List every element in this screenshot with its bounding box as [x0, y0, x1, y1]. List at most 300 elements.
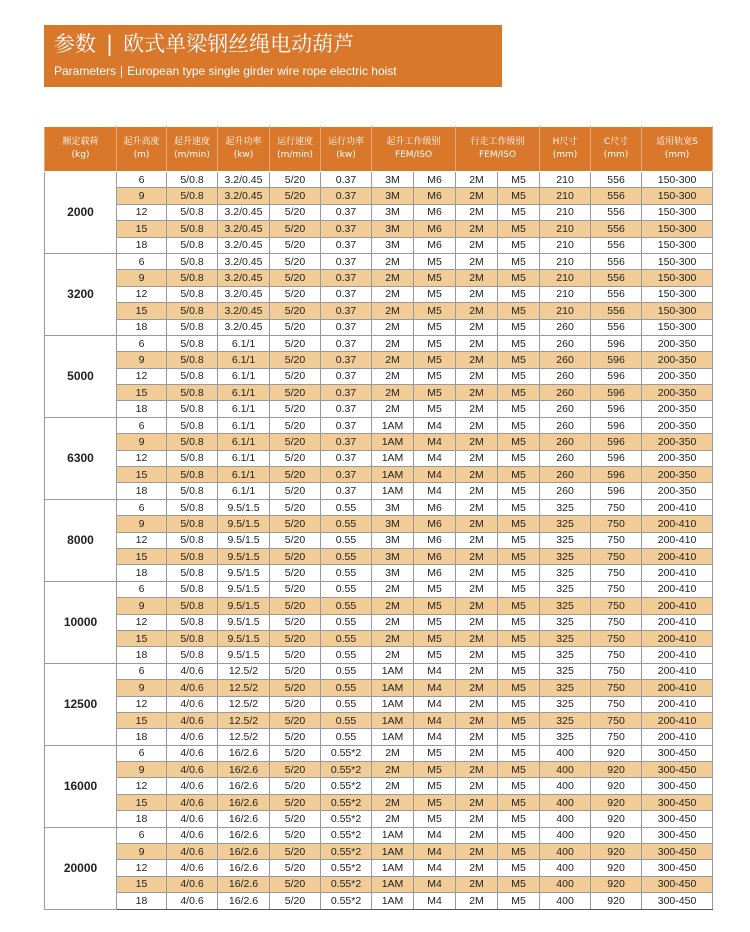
table-cell: 5/0.8 [167, 483, 218, 499]
table-cell: 6.1/1 [218, 401, 270, 417]
table-cell: 5/20 [270, 598, 321, 614]
table-row [45, 286, 713, 302]
table-row [45, 794, 713, 810]
table-cell: 0.55*2 [321, 876, 372, 892]
table-cell: M6 [414, 548, 456, 564]
table-cell: 2M [456, 876, 498, 892]
table-cell: 6.1/1 [218, 434, 270, 450]
table-cell: 12.5/2 [218, 712, 270, 728]
table-cell: 5/20 [270, 450, 321, 466]
rated-load-cell: 2000 [45, 172, 117, 254]
table-cell: 0.55 [321, 548, 372, 564]
table-cell: 2M [456, 270, 498, 286]
rated-load-cell: 12500 [45, 663, 117, 745]
table-cell: 5/20 [270, 745, 321, 761]
title-cn-line [54, 31, 354, 57]
table-cell: 4/0.6 [167, 811, 218, 827]
table-cell: 2M [372, 401, 414, 417]
table-cell: 5/0.8 [167, 352, 218, 368]
table-cell: 12.5/2 [218, 663, 270, 679]
table-cell: 325 [540, 598, 591, 614]
table-cell: 1AM [372, 417, 414, 433]
table-cell: M5 [498, 303, 540, 319]
table-cell: 2M [456, 745, 498, 761]
table-cell: 3M [372, 499, 414, 515]
table-cell: 750 [591, 729, 642, 745]
table-cell: 400 [540, 827, 591, 843]
table-cell: 0.55 [321, 729, 372, 745]
table-cell: 150-300 [642, 204, 713, 220]
column-header-line: 额定载荷 [62, 137, 99, 147]
table-cell: 300-450 [642, 778, 713, 794]
table-cell: M5 [498, 368, 540, 384]
table-cell: 200-410 [642, 548, 713, 564]
table-cell: 15 [117, 630, 167, 646]
table-cell: 4/0.6 [167, 778, 218, 794]
rated-load-cell: 3200 [45, 253, 117, 335]
table-cell: 4/0.6 [167, 860, 218, 876]
column-header [117, 127, 167, 172]
table-cell: M5 [414, 303, 456, 319]
table-cell: 750 [591, 516, 642, 532]
table-cell: 18 [117, 729, 167, 745]
table-cell: 300-450 [642, 745, 713, 761]
table-cell: 2M [456, 467, 498, 483]
table-row [45, 663, 713, 679]
table-cell: 5/20 [270, 270, 321, 286]
table-cell: M5 [414, 598, 456, 614]
table-cell: 2M [456, 352, 498, 368]
table-row [45, 630, 713, 646]
table-cell: 6 [117, 253, 167, 269]
table-cell: 750 [591, 532, 642, 548]
table-cell: 3.2/0.45 [218, 172, 270, 188]
table-cell: 5/0.8 [167, 188, 218, 204]
table-cell: M5 [414, 762, 456, 778]
table-cell: 596 [591, 368, 642, 384]
table-cell: 3.2/0.45 [218, 286, 270, 302]
table-cell: 3.2/0.45 [218, 237, 270, 253]
table-cell: 750 [591, 696, 642, 712]
column-header-line: 起升速度 [173, 137, 210, 147]
column-header-line: (m) [133, 150, 150, 160]
table-row [45, 417, 713, 433]
table-cell: 5/0.8 [167, 467, 218, 483]
table-cell: 9.5/1.5 [218, 630, 270, 646]
table-cell: 4/0.6 [167, 729, 218, 745]
table-cell: 0.55 [321, 614, 372, 630]
table-cell: 12 [117, 368, 167, 384]
table-row [45, 270, 713, 286]
table-cell: 5/20 [270, 221, 321, 237]
table-cell: 18 [117, 565, 167, 581]
table-cell: 2M [456, 303, 498, 319]
table-cell: 556 [591, 319, 642, 335]
table-cell: 12 [117, 532, 167, 548]
table-cell: 5/20 [270, 286, 321, 302]
table-cell: 5/20 [270, 237, 321, 253]
table-cell: 2M [456, 778, 498, 794]
table-cell: M5 [498, 860, 540, 876]
table-cell: 300-450 [642, 844, 713, 860]
table-cell: 9 [117, 516, 167, 532]
table-cell: M5 [414, 352, 456, 368]
table-cell: 2M [372, 778, 414, 794]
table-cell: 400 [540, 860, 591, 876]
table-cell: 210 [540, 204, 591, 220]
table-cell: M5 [498, 319, 540, 335]
table-row [45, 860, 713, 876]
table-cell: 2M [372, 745, 414, 761]
table-cell: 2M [372, 303, 414, 319]
table-cell: 2M [456, 204, 498, 220]
table-cell: 0.55 [321, 696, 372, 712]
table-cell: 5/20 [270, 516, 321, 532]
table-cell: 260 [540, 385, 591, 401]
table-cell: 5/20 [270, 844, 321, 860]
table-cell: 3M [372, 532, 414, 548]
table-cell: 0.55 [321, 647, 372, 663]
table-cell: 750 [591, 647, 642, 663]
column-header-line: (m/min) [174, 150, 210, 160]
table-cell: 5/20 [270, 204, 321, 220]
rated-load-cell: 6300 [45, 417, 117, 499]
table-cell: M4 [414, 663, 456, 679]
column-header-line: FEM/ISO [478, 150, 517, 160]
table-cell: 2M [372, 335, 414, 351]
table-cell: 5/20 [270, 548, 321, 564]
table-cell: M6 [414, 188, 456, 204]
column-header-line: (m/min) [277, 150, 313, 160]
table-row [45, 876, 713, 892]
table-cell: 920 [591, 876, 642, 892]
table-cell: 0.55*2 [321, 860, 372, 876]
table-cell: 18 [117, 401, 167, 417]
table-cell: 750 [591, 598, 642, 614]
table-cell: 325 [540, 712, 591, 728]
table-cell: 325 [540, 729, 591, 745]
table-cell: 4/0.6 [167, 663, 218, 679]
table-cell: 9 [117, 270, 167, 286]
table-cell: 1AM [372, 680, 414, 696]
table-cell: 400 [540, 745, 591, 761]
column-header [218, 127, 270, 172]
table-cell: 2M [456, 581, 498, 597]
table-cell: 4/0.6 [167, 893, 218, 909]
table-cell: 200-410 [642, 729, 713, 745]
table-cell: 5/20 [270, 172, 321, 188]
table-cell: 5/20 [270, 467, 321, 483]
table-cell: 596 [591, 385, 642, 401]
column-header [540, 127, 591, 172]
subtitle-cn: 欧式单梁钢丝绳电动葫芦 [123, 32, 355, 56]
table-cell: 200-410 [642, 499, 713, 515]
table-cell: 200-410 [642, 565, 713, 581]
table-cell: 260 [540, 368, 591, 384]
parameters-table [44, 126, 713, 910]
table-cell: 300-450 [642, 893, 713, 909]
table-cell: 5/20 [270, 811, 321, 827]
table-cell: M5 [498, 548, 540, 564]
table-cell: 200-410 [642, 663, 713, 679]
table-row [45, 745, 713, 761]
table-cell: 5/20 [270, 499, 321, 515]
column-header [45, 127, 117, 172]
table-cell: 0.55*2 [321, 893, 372, 909]
table-row [45, 729, 713, 745]
table-cell: 18 [117, 483, 167, 499]
table-cell: 920 [591, 778, 642, 794]
table-cell: M5 [498, 532, 540, 548]
column-header-line: 运行速度 [276, 137, 313, 147]
table-cell: 0.55 [321, 712, 372, 728]
table-cell: 920 [591, 794, 642, 810]
table-cell: 325 [540, 663, 591, 679]
table-cell: 5/20 [270, 188, 321, 204]
table-cell: 0.37 [321, 434, 372, 450]
table-cell: 5/20 [270, 565, 321, 581]
table-cell: 5/0.8 [167, 172, 218, 188]
column-header [270, 127, 321, 172]
table-cell: 300-450 [642, 811, 713, 827]
table-cell: 1AM [372, 483, 414, 499]
table-cell: 5/0.8 [167, 516, 218, 532]
table-cell: 3.2/0.45 [218, 270, 270, 286]
table-cell: 6.1/1 [218, 483, 270, 499]
table-cell: 12 [117, 860, 167, 876]
table-cell: 3.2/0.45 [218, 204, 270, 220]
table-cell: M4 [414, 860, 456, 876]
table-row [45, 303, 713, 319]
table-row [45, 221, 713, 237]
table-cell: 750 [591, 663, 642, 679]
table-cell: 2M [456, 893, 498, 909]
table-cell: 5/20 [270, 303, 321, 319]
table-cell: M5 [498, 483, 540, 499]
table-cell: 3M [372, 188, 414, 204]
title-banner [44, 25, 502, 87]
table-cell: 12.5/2 [218, 729, 270, 745]
table-cell: 200-350 [642, 368, 713, 384]
table-cell: 0.55*2 [321, 827, 372, 843]
table-cell: M5 [414, 368, 456, 384]
table-cell: 300-450 [642, 794, 713, 810]
table-cell: 2M [372, 794, 414, 810]
table-row [45, 778, 713, 794]
table-cell: 3.2/0.45 [218, 319, 270, 335]
table-cell: 9.5/1.5 [218, 565, 270, 581]
column-header [321, 127, 372, 172]
table-cell: 260 [540, 335, 591, 351]
table-cell: 4/0.6 [167, 876, 218, 892]
table-cell: 556 [591, 237, 642, 253]
table-cell: 15 [117, 467, 167, 483]
table-cell: 150-300 [642, 221, 713, 237]
table-row [45, 204, 713, 220]
table-cell: 200-410 [642, 532, 713, 548]
table-cell: 2M [456, 680, 498, 696]
table-row [45, 450, 713, 466]
table-cell: 300-450 [642, 827, 713, 843]
table-cell: 0.55*2 [321, 811, 372, 827]
table-cell: 5/20 [270, 368, 321, 384]
table-cell: 750 [591, 581, 642, 597]
table-cell: 210 [540, 221, 591, 237]
column-header-line: 起升功率 [225, 137, 262, 147]
subtitle-en: European type single girder wire rope electric hoist [127, 64, 397, 78]
table-cell: 2M [372, 270, 414, 286]
table-cell: 1AM [372, 876, 414, 892]
table-cell: M4 [414, 467, 456, 483]
table-cell: M5 [498, 188, 540, 204]
table-cell: 5/0.8 [167, 303, 218, 319]
table-cell: 0.37 [321, 417, 372, 433]
table-cell: 750 [591, 680, 642, 696]
table-cell: 12 [117, 286, 167, 302]
table-cell: M5 [498, 581, 540, 597]
table-cell: 325 [540, 614, 591, 630]
table-cell: M5 [498, 794, 540, 810]
table-cell: M5 [498, 434, 540, 450]
table-cell: 2M [456, 319, 498, 335]
table-cell: 9.5/1.5 [218, 548, 270, 564]
table-cell: 200-350 [642, 385, 713, 401]
table-cell: 920 [591, 745, 642, 761]
table-cell: 920 [591, 762, 642, 778]
table-cell: 0.55*2 [321, 778, 372, 794]
table-cell: M5 [414, 581, 456, 597]
table-row [45, 762, 713, 778]
table-cell: 260 [540, 319, 591, 335]
table-cell: 16/2.6 [218, 778, 270, 794]
table-row [45, 467, 713, 483]
table-cell: 750 [591, 548, 642, 564]
table-cell: 2M [456, 188, 498, 204]
table-cell: 200-350 [642, 352, 713, 368]
table-cell: 0.55 [321, 630, 372, 646]
header-row [45, 127, 713, 172]
table-cell: 2M [456, 614, 498, 630]
table-cell: 2M [456, 548, 498, 564]
table-cell: 0.37 [321, 204, 372, 220]
table-cell: 5/0.8 [167, 237, 218, 253]
table-cell: M5 [498, 647, 540, 663]
table-cell: 6.1/1 [218, 335, 270, 351]
table-cell: M5 [414, 647, 456, 663]
table-cell: 18 [117, 647, 167, 663]
table-cell: 200-410 [642, 598, 713, 614]
table-cell: 5/0.8 [167, 532, 218, 548]
table-cell: 9 [117, 680, 167, 696]
table-row [45, 680, 713, 696]
table-cell: 16/2.6 [218, 827, 270, 843]
table-cell: 5/0.8 [167, 581, 218, 597]
table-body [45, 172, 713, 910]
table-cell: 0.37 [321, 303, 372, 319]
table-cell: 6 [117, 499, 167, 515]
table-cell: 2M [372, 286, 414, 302]
title-divider: | [106, 32, 114, 56]
table-cell: M4 [414, 417, 456, 433]
table-cell: M5 [498, 762, 540, 778]
table-cell: 2M [372, 614, 414, 630]
table-cell: M5 [498, 729, 540, 745]
table-cell: 15 [117, 548, 167, 564]
table-cell: 0.37 [321, 319, 372, 335]
table-cell: 750 [591, 712, 642, 728]
table-cell: 6 [117, 827, 167, 843]
table-cell: 2M [456, 794, 498, 810]
table-cell: 15 [117, 794, 167, 810]
rated-load-cell: 20000 [45, 827, 117, 909]
table-row [45, 319, 713, 335]
table-cell: M6 [414, 532, 456, 548]
table-cell: 3.2/0.45 [218, 303, 270, 319]
table-cell: 200-350 [642, 467, 713, 483]
table-cell: 2M [456, 565, 498, 581]
table-header [45, 127, 713, 172]
table-cell: 596 [591, 467, 642, 483]
table-cell: 2M [456, 827, 498, 843]
table-cell: 2M [456, 532, 498, 548]
table-cell: 0.37 [321, 172, 372, 188]
table-cell: 1AM [372, 663, 414, 679]
table-cell: 3M [372, 237, 414, 253]
table-row [45, 712, 713, 728]
table-cell: 5/0.8 [167, 548, 218, 564]
table-cell: M5 [414, 319, 456, 335]
table-cell: 5/0.8 [167, 565, 218, 581]
table-cell: 6.1/1 [218, 352, 270, 368]
table-cell: 150-300 [642, 270, 713, 286]
table-cell: 2M [372, 630, 414, 646]
table-cell: 6.1/1 [218, 417, 270, 433]
table-cell: 2M [456, 663, 498, 679]
table-cell: M5 [498, 450, 540, 466]
table-row [45, 352, 713, 368]
table-cell: 5/20 [270, 483, 321, 499]
table-cell: M5 [498, 893, 540, 909]
table-row [45, 172, 713, 188]
table-cell: M5 [498, 335, 540, 351]
table-cell: 596 [591, 401, 642, 417]
table-cell: 16/2.6 [218, 893, 270, 909]
table-cell: 0.55 [321, 680, 372, 696]
table-cell: 16/2.6 [218, 876, 270, 892]
table-cell: 0.55*2 [321, 745, 372, 761]
table-row [45, 385, 713, 401]
table-cell: 2M [372, 598, 414, 614]
table-cell: 5/20 [270, 680, 321, 696]
table-cell: M5 [498, 630, 540, 646]
table-cell: M4 [414, 696, 456, 712]
table-cell: 325 [540, 499, 591, 515]
table-cell: 12.5/2 [218, 680, 270, 696]
table-cell: M5 [498, 286, 540, 302]
table-cell: 325 [540, 680, 591, 696]
table-cell: 3M [372, 548, 414, 564]
table-cell: 5/20 [270, 581, 321, 597]
table-cell: M4 [414, 827, 456, 843]
table-cell: 2M [456, 253, 498, 269]
table-cell: 2M [456, 483, 498, 499]
table-cell: 556 [591, 270, 642, 286]
table-cell: 2M [372, 385, 414, 401]
table-cell: 2M [456, 237, 498, 253]
table-cell: 9 [117, 844, 167, 860]
table-cell: 2M [372, 811, 414, 827]
table-cell: 4/0.6 [167, 762, 218, 778]
